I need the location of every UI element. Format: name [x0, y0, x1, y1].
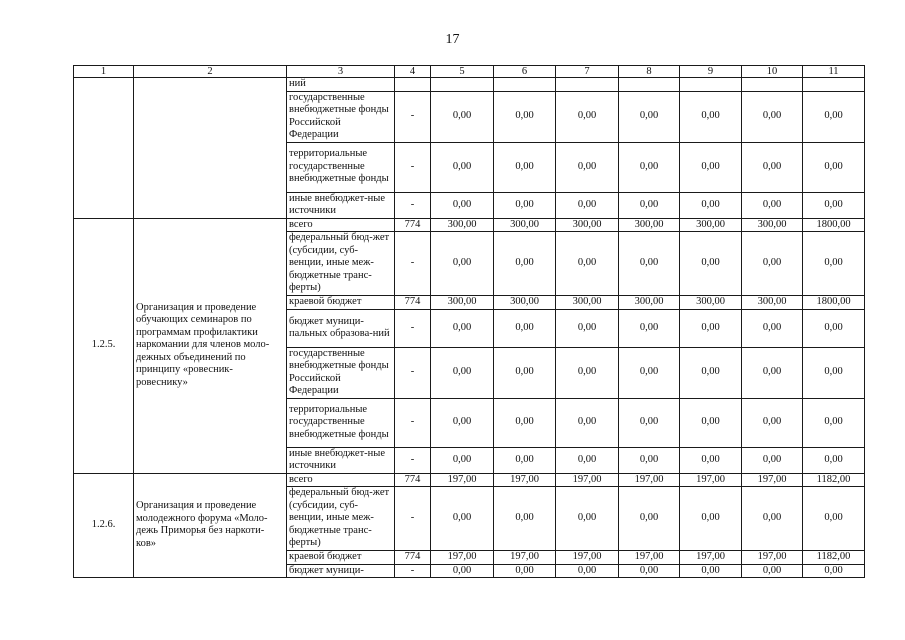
cell-value: 0,00	[494, 564, 556, 578]
table-row	[74, 78, 865, 92]
cell-value: 0,00	[803, 347, 865, 398]
cell-value: 0,00	[494, 232, 556, 296]
cell-col4: -	[395, 192, 431, 218]
cell-value: 0,00	[803, 142, 865, 192]
table-row	[74, 473, 865, 487]
cell-value: 197,00	[680, 473, 742, 487]
cell-value: 0,00	[742, 142, 803, 192]
cell-col4: -	[395, 487, 431, 551]
cell-value: 0,00	[619, 487, 680, 551]
cell-value: 0,00	[742, 398, 803, 447]
cell-value: 0,00	[742, 192, 803, 218]
cell-value: 0,00	[431, 487, 494, 551]
cell-value	[431, 78, 494, 92]
cell-value: 0,00	[556, 142, 619, 192]
cell-value: 0,00	[494, 447, 556, 473]
funding-source: бюджет муници-	[287, 564, 395, 578]
cell-value: 0,00	[431, 91, 494, 142]
funding-source: всего	[287, 473, 395, 487]
cell-value: 0,00	[494, 91, 556, 142]
cell-value: 0,00	[431, 564, 494, 578]
funding-source: территориальные государственные внебюджетные фонды	[287, 398, 395, 447]
cell-value: 0,00	[431, 192, 494, 218]
cell-value: 0,00	[803, 564, 865, 578]
cell-value	[680, 78, 742, 92]
cell-col4: 774	[395, 218, 431, 232]
cell-value: 0,00	[431, 398, 494, 447]
cell-value: 0,00	[680, 347, 742, 398]
column-header: 2	[134, 66, 287, 78]
cell-value: 300,00	[680, 218, 742, 232]
funding-source: иные внебюджет-ные источники	[287, 447, 395, 473]
budget-table	[73, 65, 865, 578]
cell-value: 0,00	[494, 192, 556, 218]
row-name	[134, 78, 287, 219]
cell-value: 0,00	[803, 309, 865, 347]
cell-value: 197,00	[556, 473, 619, 487]
cell-value: 300,00	[619, 296, 680, 310]
funding-source: территориальные государственные внебюджетные фонды	[287, 142, 395, 192]
table-row	[74, 218, 865, 232]
column-header: 3	[287, 66, 395, 78]
cell-value: 0,00	[556, 232, 619, 296]
cell-value: 197,00	[742, 473, 803, 487]
cell-col4: -	[395, 398, 431, 447]
cell-value: 0,00	[742, 91, 803, 142]
cell-value	[742, 78, 803, 92]
cell-value: 0,00	[803, 487, 865, 551]
column-header: 5	[431, 66, 494, 78]
cell-value: 0,00	[431, 232, 494, 296]
cell-value: 197,00	[742, 551, 803, 565]
cell-value: 0,00	[680, 232, 742, 296]
cell-value: 0,00	[556, 487, 619, 551]
cell-value: 0,00	[431, 447, 494, 473]
column-header: 4	[395, 66, 431, 78]
cell-value: 197,00	[680, 551, 742, 565]
cell-col4: -	[395, 564, 431, 578]
cell-value: 300,00	[556, 218, 619, 232]
cell-value: 0,00	[619, 564, 680, 578]
cell-value: 0,00	[556, 564, 619, 578]
cell-value: 0,00	[431, 142, 494, 192]
column-header: 9	[680, 66, 742, 78]
cell-value: 197,00	[494, 551, 556, 565]
cell-col4: 774	[395, 473, 431, 487]
cell-value	[619, 78, 680, 92]
cell-value: 197,00	[494, 473, 556, 487]
cell-value: 1800,00	[803, 218, 865, 232]
cell-value: 300,00	[556, 296, 619, 310]
cell-value: 300,00	[680, 296, 742, 310]
cell-value	[803, 78, 865, 92]
row-name: Организация и проведение молодежного форума «Моло-дежь Приморья без наркоти-ков»	[134, 473, 287, 578]
cell-value: 197,00	[556, 551, 619, 565]
cell-value: 0,00	[680, 564, 742, 578]
funding-source: краевой бюджет	[287, 296, 395, 310]
header-row	[74, 66, 865, 78]
cell-value: 197,00	[619, 551, 680, 565]
funding-source: краевой бюджет	[287, 551, 395, 565]
cell-value: 0,00	[619, 192, 680, 218]
cell-value: 0,00	[742, 309, 803, 347]
cell-value: 0,00	[680, 142, 742, 192]
cell-col4: 774	[395, 296, 431, 310]
cell-value: 0,00	[619, 142, 680, 192]
row-code: 1.2.5.	[74, 218, 134, 473]
cell-value: 300,00	[742, 218, 803, 232]
cell-value: 0,00	[494, 142, 556, 192]
cell-value: 0,00	[494, 309, 556, 347]
cell-value: 0,00	[680, 309, 742, 347]
cell-value: 0,00	[742, 232, 803, 296]
cell-value: 0,00	[619, 398, 680, 447]
cell-value: 300,00	[619, 218, 680, 232]
cell-value: 1800,00	[803, 296, 865, 310]
column-header: 1	[74, 66, 134, 78]
row-name: Организация и проведение обучающих семинаров по программам профилактики наркомании для членов моло-дежных объединений по принципу «ровесник-ровеснику»	[134, 218, 287, 473]
cell-value: 0,00	[619, 447, 680, 473]
cell-value: 1182,00	[803, 551, 865, 565]
cell-value: 0,00	[556, 91, 619, 142]
cell-col4: 774	[395, 551, 431, 565]
cell-value: 0,00	[680, 398, 742, 447]
column-header: 6	[494, 66, 556, 78]
cell-value: 197,00	[431, 473, 494, 487]
cell-value: 0,00	[803, 398, 865, 447]
funding-source: всего	[287, 218, 395, 232]
cell-col4: -	[395, 447, 431, 473]
cell-value: 0,00	[680, 447, 742, 473]
cell-value: 197,00	[431, 551, 494, 565]
cell-value: 0,00	[680, 91, 742, 142]
cell-value: 0,00	[619, 347, 680, 398]
cell-value: 0,00	[494, 398, 556, 447]
cell-value: 0,00	[619, 309, 680, 347]
column-header: 8	[619, 66, 680, 78]
cell-value: 0,00	[494, 487, 556, 551]
cell-value: 197,00	[619, 473, 680, 487]
cell-value: 0,00	[556, 309, 619, 347]
cell-value: 0,00	[803, 192, 865, 218]
cell-value: 0,00	[803, 232, 865, 296]
column-header: 10	[742, 66, 803, 78]
cell-value: 0,00	[431, 309, 494, 347]
cell-value: 0,00	[803, 447, 865, 473]
column-header: 7	[556, 66, 619, 78]
cell-value: 0,00	[742, 487, 803, 551]
cell-value: 0,00	[556, 192, 619, 218]
page-number: 17	[445, 32, 460, 47]
funding-source: иные внебюджет-ные источники	[287, 192, 395, 218]
cell-col4: -	[395, 142, 431, 192]
cell-col4: -	[395, 309, 431, 347]
cell-value: 0,00	[803, 91, 865, 142]
cell-value: 0,00	[556, 398, 619, 447]
cell-value: 0,00	[680, 192, 742, 218]
cell-value: 0,00	[431, 347, 494, 398]
cell-value: 0,00	[556, 347, 619, 398]
cell-col4: -	[395, 91, 431, 142]
funding-source: ний	[287, 78, 395, 92]
funding-source: государственные внебюджетные фонды Российской Федерации	[287, 91, 395, 142]
cell-value: 0,00	[619, 232, 680, 296]
cell-value: 300,00	[494, 218, 556, 232]
cell-value: 0,00	[619, 91, 680, 142]
cell-value: 1182,00	[803, 473, 865, 487]
cell-value	[556, 78, 619, 92]
cell-value: 0,00	[494, 347, 556, 398]
cell-col4: -	[395, 347, 431, 398]
cell-value: 300,00	[431, 296, 494, 310]
cell-value: 300,00	[742, 296, 803, 310]
funding-source: бюджет муници-пальных образова-ний	[287, 309, 395, 347]
cell-value: 300,00	[431, 218, 494, 232]
cell-value: 0,00	[556, 447, 619, 473]
row-code	[74, 78, 134, 219]
cell-value: 0,00	[742, 347, 803, 398]
cell-value: 0,00	[742, 564, 803, 578]
funding-source: федеральный бюд-жет (субсидии, суб-венции, иные меж-бюджетные транс-ферты)	[287, 232, 395, 296]
cell-col4: -	[395, 232, 431, 296]
column-header: 11	[803, 66, 865, 78]
cell-value	[494, 78, 556, 92]
cell-value: 0,00	[680, 487, 742, 551]
row-code: 1.2.6.	[74, 473, 134, 578]
funding-source: государственные внебюджетные фонды Российской Федерации	[287, 347, 395, 398]
cell-value: 300,00	[494, 296, 556, 310]
cell-col4	[395, 78, 431, 92]
cell-value: 0,00	[742, 447, 803, 473]
funding-source: федеральный бюд-жет (субсидии, суб-венции, иные меж-бюджетные транс-ферты)	[287, 487, 395, 551]
